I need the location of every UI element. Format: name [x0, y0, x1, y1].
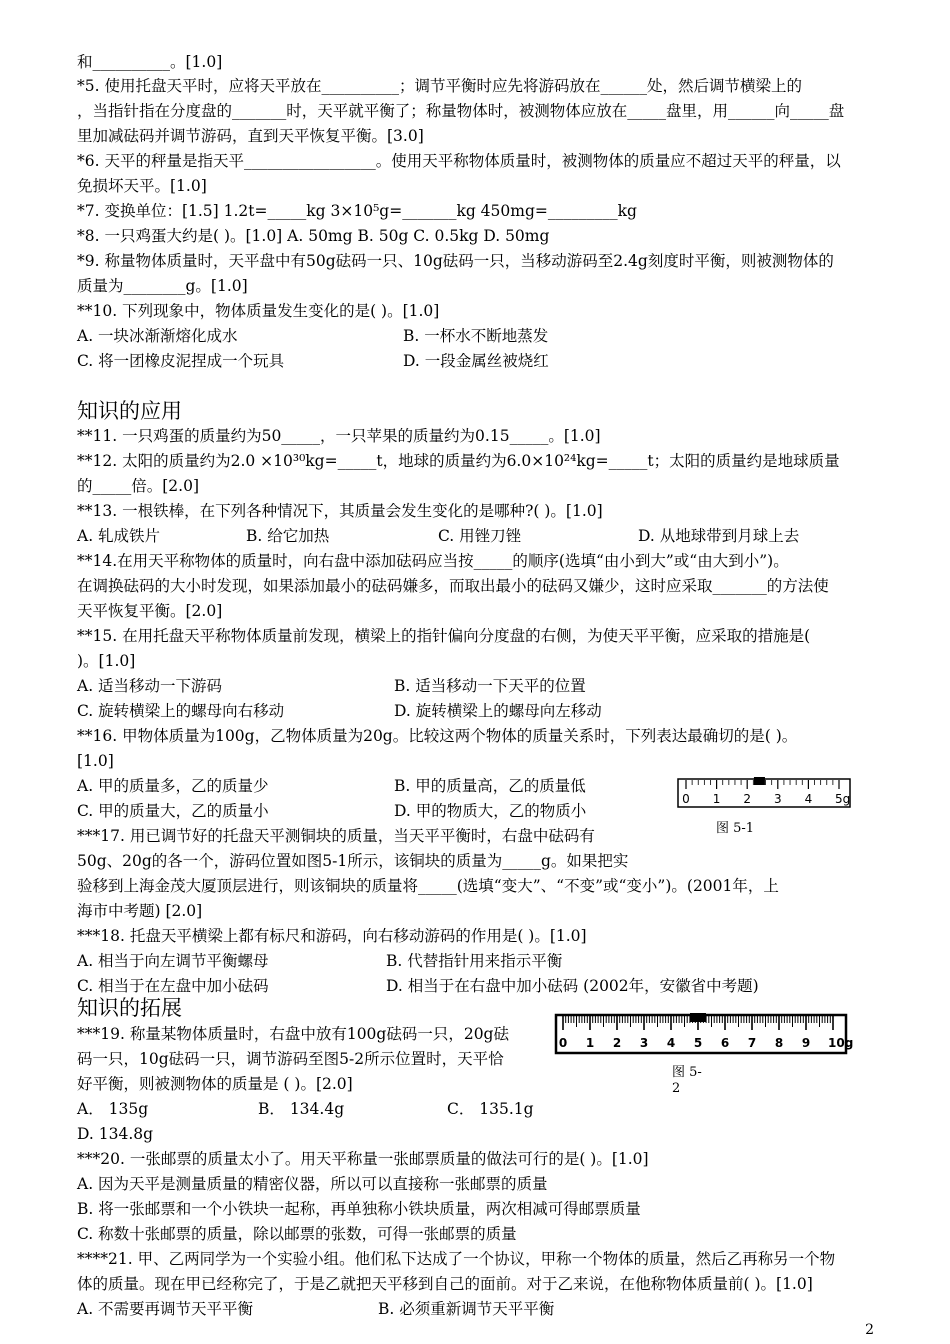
- figure-5-2-ruler: [555, 1012, 854, 1058]
- ruler-label: 8: [774, 1036, 784, 1050]
- option-c: C. 旋转横梁上的螺母向右移动: [77, 702, 285, 720]
- ruler-label: 1: [585, 1036, 595, 1050]
- option-b: B. 适当移动一下天平的位置: [394, 677, 586, 695]
- figure-caption: 图 5-: [672, 1065, 702, 1080]
- option-c: C. 称数十张邮票的质量，除以邮票的张数，可得一张邮票的质量: [77, 1225, 517, 1243]
- ruler-label: 5: [693, 1036, 703, 1050]
- option-b: B. 给它加热: [246, 527, 330, 545]
- question-5: *5. 使用托盘天平时，应将天平放在__________；调节平衡时应先将游码放在______处，然后调节横梁上的: [77, 77, 802, 95]
- option-a: A. 轧成铁片: [77, 527, 161, 545]
- text-line: 码一只，10g砝码一只，调节游码至图5-2所示位置时，天平恰: [77, 1050, 504, 1068]
- option-d: D. 甲的物质大，乙的物质小: [394, 802, 587, 820]
- question-19: ***19. 称量某物体质量时，右盘中放有100g砝码一只，20g砝: [77, 1025, 509, 1043]
- ruler-label: 6: [720, 1036, 730, 1050]
- option-a: A. 适当移动一下游码: [77, 677, 223, 695]
- text-line: ，当指针指在分度盘的_______时，天平就平衡了；称量物体时，被测物体应放在_____盘里，用______向_____盘: [77, 102, 845, 120]
- page-number: 2: [865, 1322, 874, 1338]
- figure-caption: 图 5-1: [716, 821, 755, 836]
- ruler-label: 3: [773, 792, 782, 806]
- ruler-slider: [690, 1013, 706, 1022]
- question-15: **15. 在用托盘天平称物体质量前发现，横梁上的指针偏向分度盘的右侧，为使天平平衡，应采取的措施是(: [77, 627, 811, 645]
- figure-caption: 2: [672, 1081, 681, 1096]
- option-b: B． 134.4g: [258, 1100, 345, 1118]
- section-heading-apply: 知识的应用: [77, 399, 182, 423]
- ruler-label: 2: [612, 1036, 622, 1050]
- ruler-label: 9: [801, 1036, 811, 1050]
- question-12: **12. 太阳的质量约为2.0 ×10³⁰kg=_____t，地球的质量约为6.0×10²⁴kg=_____t；太阳的质量约是地球质量: [77, 452, 840, 470]
- option-d: D. 134.8g: [77, 1125, 154, 1143]
- option-a: A. 一块冰渐渐熔化成水: [77, 327, 238, 345]
- text-line: 和__________。[1.0]: [77, 53, 223, 71]
- figure-5-1-ruler: [677, 776, 853, 810]
- question-20: ***20. 一张邮票的质量太小了。用天平称量一张邮票质量的做法可行的是( )。[1.0]: [77, 1150, 649, 1168]
- question-9: *9. 称量物体质量时，天平盘中有50g砝码一只、10g砝码一只，当移动游码至2.4g刻度时平衡，则被测物体的: [77, 252, 834, 270]
- ruler-label: 3: [639, 1036, 649, 1050]
- ruler-label: 0: [558, 1036, 568, 1050]
- text-line: 好平衡，则被测物体的质量是 ( )。[2.0]: [77, 1075, 353, 1093]
- text-line: )。[1.0]: [77, 652, 136, 670]
- question-13: **13. 一根铁棒，在下列各种情况下，其质量会发生变化的是哪种?( )。[1.0]: [77, 502, 603, 520]
- question-11: **11. 一只鸡蛋的质量约为50_____，一只苹果的质量约为0.15_____。[1.0]: [77, 427, 601, 445]
- option-b: B. 将一张邮票和一个小铁块一起称，再单独称小铁块质量，两次相减可得邮票质量: [77, 1200, 641, 1218]
- ruler-label: 7: [747, 1036, 757, 1050]
- option-d: D. 旋转横梁上的螺母向左移动: [394, 702, 602, 720]
- option-a: A. 因为天平是测量质量的精密仪器，所以可以直接称一张邮票的质量: [77, 1175, 548, 1193]
- option-a: A． 135g: [77, 1100, 149, 1118]
- option-c: C. 将一团橡皮泥捏成一个玩具: [77, 352, 285, 370]
- option-b: B. 代替指针用来指示平衡: [386, 952, 563, 970]
- text-line: 在调换砝码的大小时发现，如果添加最小的砝码嫌多，而取出最小的砝码又嫌少，这时应采取_______的方法使: [77, 577, 829, 595]
- question-21: ****21. 甲、乙两同学为一个实验小组。他们私下达成了一个协议，甲称一个物体的质量，然后乙再称另一个物: [77, 1250, 836, 1268]
- ruler-label: 4: [666, 1036, 676, 1050]
- ruler-slider: [754, 777, 765, 785]
- option-d: D. 从地球带到月球上去: [638, 527, 800, 545]
- question-16: **16. 甲物体质量为100g，乙物体质量为20g。比较这两个物体的质量关系时，下列表达最确切的是( )。: [77, 727, 798, 745]
- option-d: D. 相当于在右盘中加小砝码 (2002年，安徽省中考题): [386, 977, 759, 995]
- text-line: 里加减砝码并调节游码，直到天平恢复平衡。[3.0]: [77, 127, 424, 145]
- option-c: C. 用锉刀锉: [438, 527, 522, 545]
- question-17: ***17. 用已调节好的托盘天平测铜块的质量，当天平平衡时，右盘中砝码有: [77, 827, 595, 845]
- text-line: 海市中考题) [2.0]: [77, 902, 203, 920]
- question-14: **14.在用天平称物体的质量时，向右盘中添加砝码应当按_____的顺序(选填“由小到大”或“由大到小”)。: [77, 552, 789, 570]
- option-b: B. 甲的质量高，乙的质量低: [394, 777, 586, 795]
- option-a: A. 不需要再调节天平平衡: [77, 1300, 254, 1318]
- question-8: *8. 一只鸡蛋大约是( )。[1.0] A. 50mg B. 50g C. 0.5kg D. 50mg: [77, 227, 550, 245]
- option-c: C. 甲的质量大，乙的质量小: [77, 802, 269, 820]
- text-line: 的_____倍。[2.0]: [77, 477, 199, 495]
- text-line: 验移到上海金茂大厦顶层进行，则该铜块的质量将_____(选填“变大”、“不变”或“变小”)。(2001年，上: [77, 877, 779, 895]
- option-b: B. 必须重新调节天平平衡: [378, 1300, 555, 1318]
- option-c: C. 相当于在左盘中加小砝码: [77, 977, 269, 995]
- option-b: B. 一杯水不断地蒸发: [403, 327, 549, 345]
- text-line: [1.0]: [77, 752, 114, 770]
- option-c: C． 135.1g: [447, 1100, 534, 1118]
- question-10: **10. 下列现象中，物体质量发生变化的是( )。[1.0]: [77, 302, 440, 320]
- ruler-label: 2: [743, 792, 752, 806]
- ruler-label: 4: [804, 792, 813, 806]
- section-heading-extend: 知识的拓展: [77, 996, 182, 1020]
- text-line: 50g、20g的各一个，游码位置如图5-1所示，该铜块的质量为_____g。如果把实: [77, 852, 629, 870]
- option-a: A. 甲的质量多，乙的质量少: [77, 777, 269, 795]
- text-line: 质量为________g。[1.0]: [77, 277, 248, 295]
- option-a: A. 相当于向左调节平衡螺母: [77, 952, 269, 970]
- option-d: D. 一段金属丝被烧红: [403, 352, 549, 370]
- question-6: *6. 天平的秤量是指天平_________________。使用天平称物体质量时，被测物体的质量应不超过天平的秤量，以: [77, 152, 841, 170]
- text-line: 免损坏天平。[1.0]: [77, 177, 207, 195]
- ruler-label: 1: [712, 792, 721, 806]
- question-18: ***18. 托盘天平横梁上都有标尺和游码，向右移动游码的作用是( )。[1.0]: [77, 927, 587, 945]
- ruler-label: 0: [682, 792, 690, 806]
- text-line: 天平恢复平衡。[2.0]: [77, 602, 223, 620]
- text-line: 体的质量。现在甲已经称完了，于是乙就把天平移到自己的面前。对于乙来说，在他称物体质量前( )。[1.0]: [77, 1275, 813, 1293]
- question-7: *7. 变换单位：[1.5] 1.2t=_____kg 3×10⁵g=_______kg 450mg=_________kg: [77, 202, 637, 220]
- ruler-label: 10g: [828, 1036, 854, 1050]
- ruler-label: 5g: [835, 792, 851, 806]
